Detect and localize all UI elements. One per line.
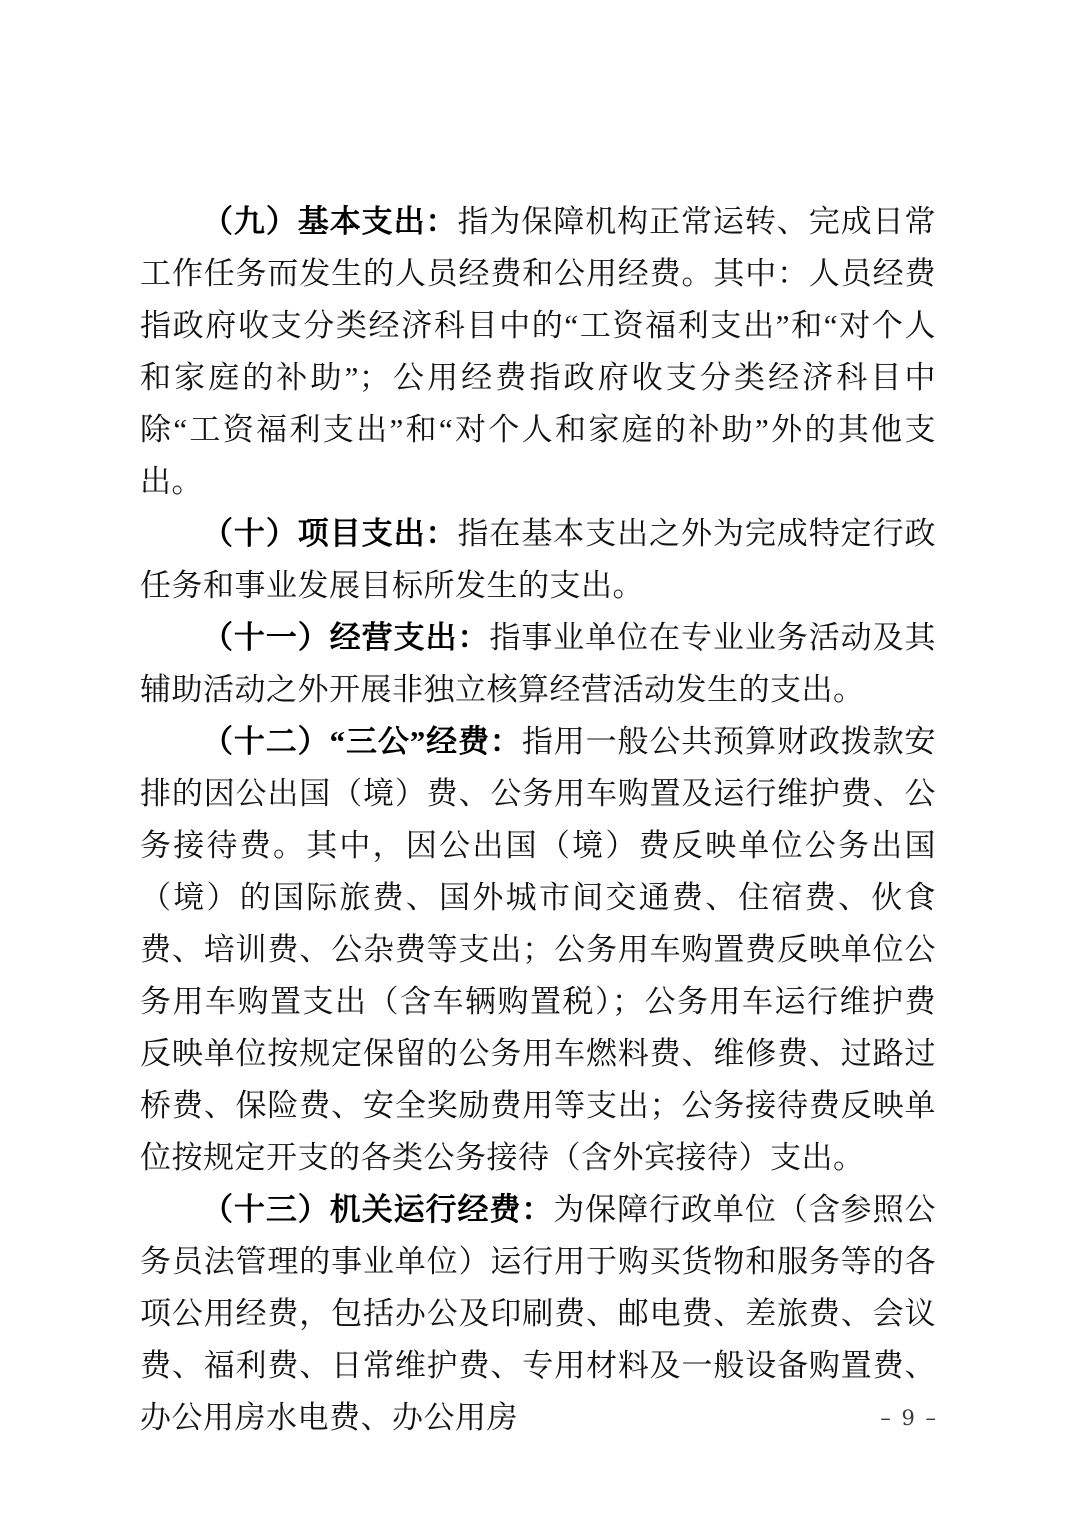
paragraph-heading: （十三）机关运行经费： — [202, 1192, 554, 1227]
paragraph-body: 为保障行政单位（含参照公务员法管理的事业单位）运行用于购买货物和服务等的各项公用经费，包括办公及印刷费、邮电费、差旅费、会议费、福利费、日常维护费、专用材料及一般设备购置费、办公用房水电费、办公用房 — [140, 1192, 936, 1435]
paragraph-body: 指为保障机构正常运转、完成日常工作任务而发生的人员经费和公用经费。其中：人员经费指政府收支分类经济科目中的“工资福利支出”和“对个人和家庭的补助”；公用经费指政府收支分类经济科目中除“工资福利支出”和“对个人和家庭的补助”外的其他支出。 — [140, 204, 937, 499]
paragraph-heading: （九）基本支出： — [202, 204, 458, 239]
paragraph-operating-expenditure — [140, 612, 936, 716]
paragraph-project-expenditure — [140, 508, 936, 612]
paragraph-heading: （十）项目支出： — [202, 516, 458, 551]
paragraph-body: 指用一般公共预算财政拨款安排的因公出国（境）费、公务用车购置及运行维护费、公务接待费。其中，因公出国（境）费反映单位公务出国（境）的国际旅费、国外城市间交通费、住宿费、伙食费、培训费、公杂费等支出；公务用车购置费反映单位公务用车购置支出（含车辆购置税）；公务用车运行维护费反映单位按规定保留的公务用车燃料费、维修费、过路过桥费、保险费、安全奖励费用等支出；公务接待费反映单位按规定开支的各类公务接待（含外宾接待）支出。 — [140, 724, 937, 1175]
document-body — [140, 196, 936, 1444]
paragraph-basic-expenditure — [140, 196, 936, 508]
paragraph-body: 指在基本支出之外为完成特定行政任务和事业发展目标所发生的支出。 — [140, 516, 937, 603]
page-number: – 9 – — [880, 1406, 938, 1430]
paragraph-three-public-funds — [140, 716, 936, 1184]
paragraph-body: 指事业单位在专业业务活动及其辅助活动之外开展非独立核算经营活动发生的支出。 — [140, 620, 937, 707]
paragraph-heading: （十二）“三公”经费： — [202, 724, 522, 759]
paragraph-heading: （十一）经营支出： — [202, 620, 490, 655]
paragraph-agency-operating-funds — [140, 1184, 936, 1444]
